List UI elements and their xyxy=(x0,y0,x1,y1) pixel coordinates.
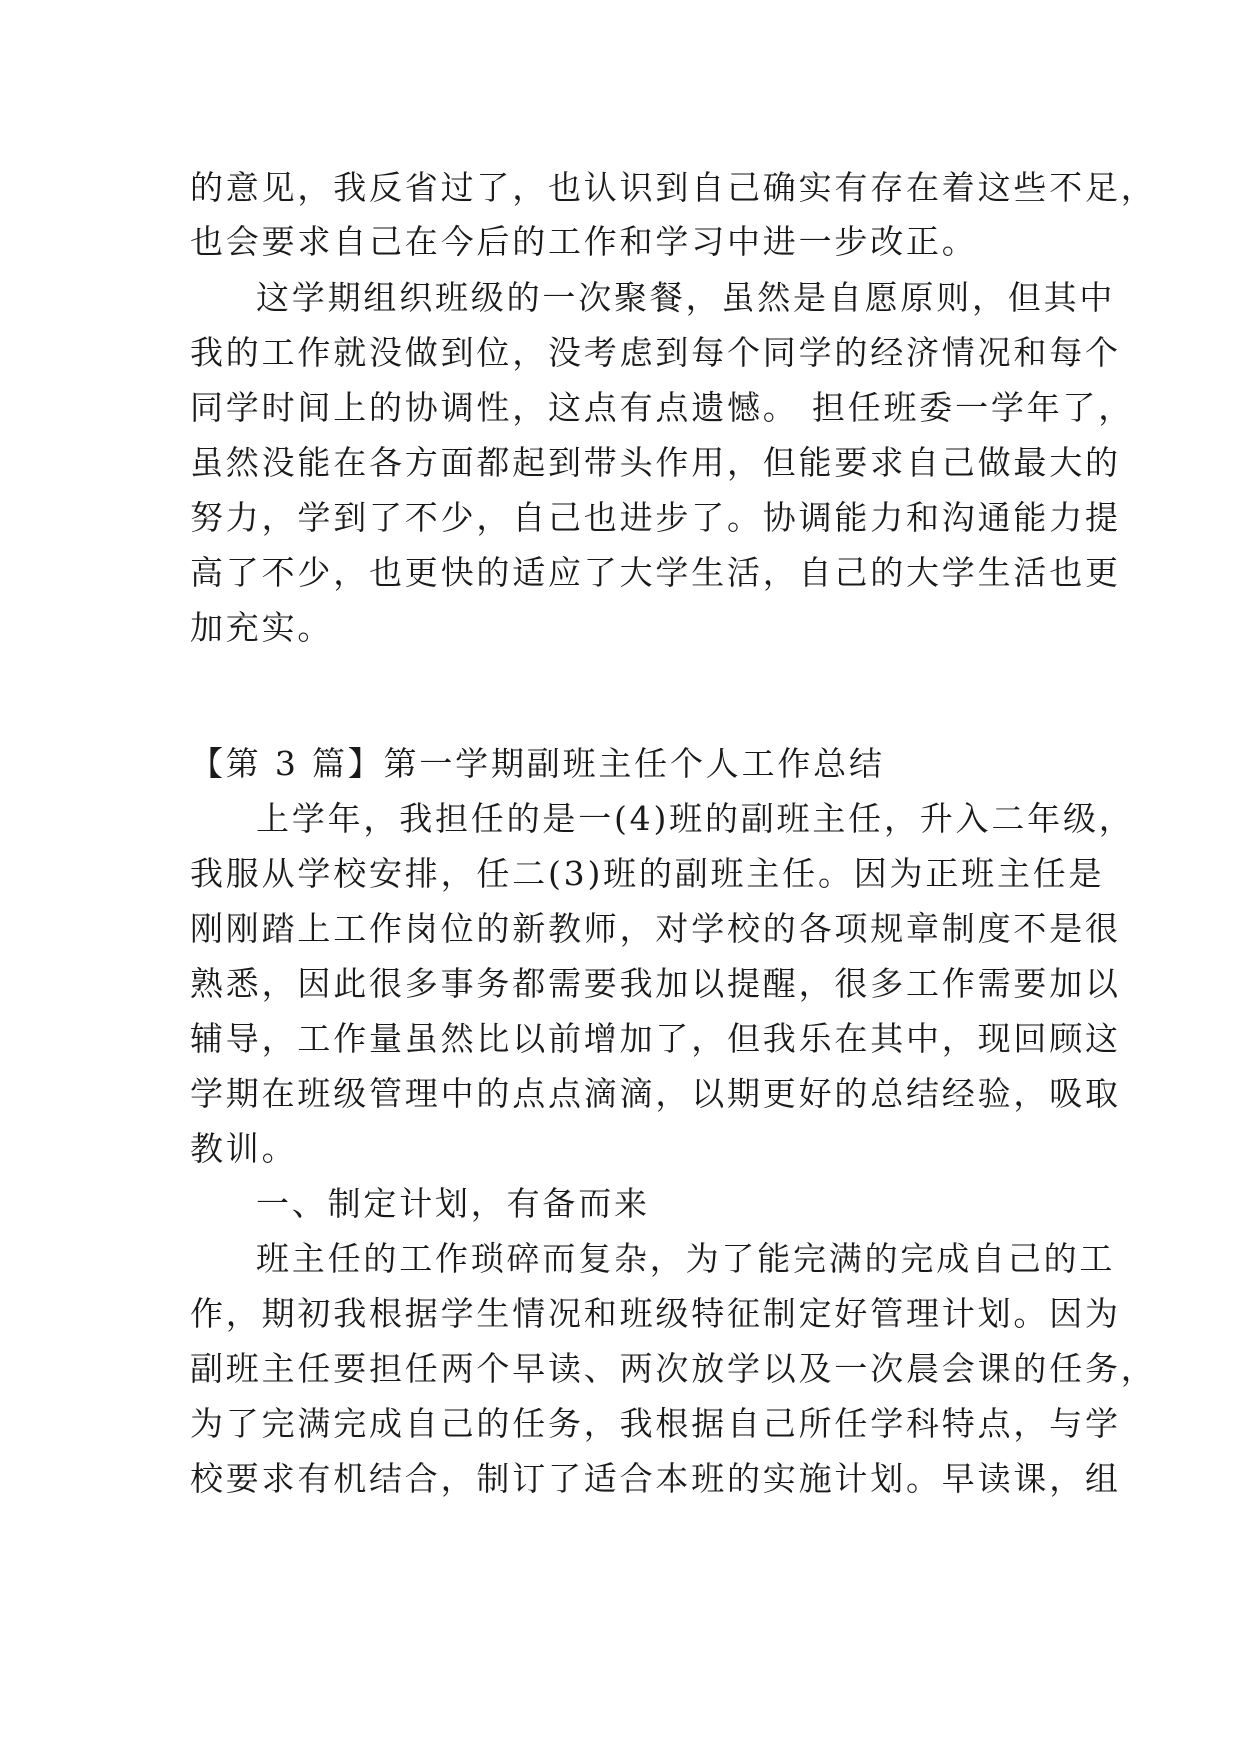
text-line: 教训。 xyxy=(190,1129,298,1168)
paragraph-start: 这学期组织班级的一次聚餐，虽然是自愿原则，但其中 xyxy=(256,278,1116,317)
section-heading: 【第 3 篇】第一学期副班主任个人工作总结 xyxy=(190,744,885,783)
text-line: 为了完满完成自己的任务，我根据自己所任学科特点，与学 xyxy=(190,1404,1121,1443)
text-line: 同学时间上的协调性，这点有点遗憾。 担任班委一学年了， xyxy=(190,388,1135,427)
text-line: 我的工作就没做到位，没考虑到每个同学的经济情况和每个 xyxy=(190,333,1121,372)
text-line: 副班主任要担任两个早读、两次放学以及一次晨会课的任务， xyxy=(190,1349,1157,1388)
text-line: 校要求有机结合，制订了适合本班的实施计划。早读课，组 xyxy=(190,1459,1121,1498)
text-line: 我服从学校安排，任二(3)班的副班主任。因为正班主任是 xyxy=(190,854,1105,893)
text-line: 高了不少，也更快的适应了大学生活，自己的大学生活也更 xyxy=(190,553,1121,592)
text-line: 学期在班级管理中的点点滴滴，以期更好的总结经验，吸取 xyxy=(190,1074,1121,1113)
paragraph-start: 班主任的工作琐碎而复杂，为了能完满的完成自己的工 xyxy=(256,1239,1116,1278)
paragraph-start: 上学年，我担任的是一(4)班的副班主任，升入二年级， xyxy=(256,799,1135,838)
text-line: 辅导，工作量虽然比以前增加了，但我乐在其中，现回顾这 xyxy=(190,1019,1121,1058)
text-line: 加充实。 xyxy=(190,608,334,647)
subsection-heading: 一、制定计划，有备而来 xyxy=(256,1184,650,1223)
text-line: 刚刚踏上工作岗位的新教师，对学校的各项规章制度不是很 xyxy=(190,909,1121,948)
text-line: 虽然没能在各方面都起到带头作用，但能要求自己做最大的 xyxy=(190,443,1121,482)
text-line: 也会要求自己在今后的工作和学习中进一步改正。 xyxy=(190,222,978,261)
text-line: 熟悉，因此很多事务都需要我加以提醒，很多工作需要加以 xyxy=(190,964,1121,1003)
text-line: 的意见，我反省过了，也认识到自己确实有存在着这些不足， xyxy=(190,168,1157,207)
text-line: 作，期初我根据学生情况和班级特征制定好管理计划。因为 xyxy=(190,1294,1121,1333)
text-line: 努力，学到了不少，自己也进步了。协调能力和沟通能力提 xyxy=(190,498,1121,537)
